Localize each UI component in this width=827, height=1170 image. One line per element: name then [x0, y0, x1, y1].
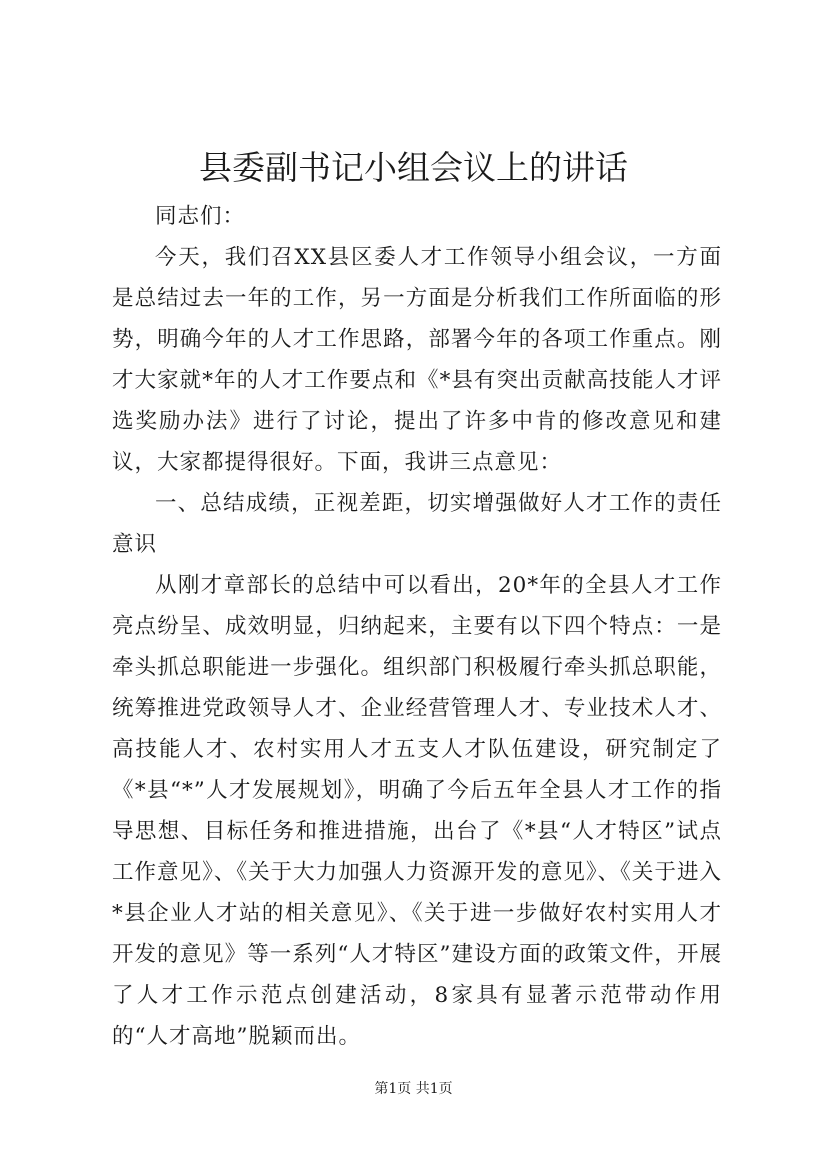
document-title: 县委副书记小组会议上的讲话 [199, 148, 628, 187]
salutation: 同志们： [155, 204, 246, 229]
document-body [112, 196, 722, 1057]
section-heading-1: 一、总结成绩，正视差距，切实增强做好人才工作的责任意识 [112, 491, 722, 557]
paragraph-achievements: 从刚才章部长的总结中可以看出，20*年的全县人才工作亮点纷呈、成效明显，归纳起来，主要有以下四个特点：一是牵头抓总职能进一步强化。组织部门积极履行牵头抓总职能，统筹推进党政领导人才、企业经营管理人才、专业技术人才、高技能人才、农村实用人才五支人才队伍建设，研究制定了《*县“*”人才发展规划》，明确了今后五年全县人才工作的指导思想、目标任务和推进措施，出台了《*县“人才特区”试点工作意见》、《关于大力加强人力资源开发的意见》、《关于进入*县企业人才站的相关意见》、《关于进一步做好农村实用人才开发的意见》等一系列“人才特区”建设方面的政策文件，开展了人才工作示范点创建活动，8家具有显著示范带动作用的“人才高地”脱颖而出。 [112, 573, 722, 1049]
paragraph-intro: 今天，我们召XX县区委人才工作领导小组会议，一方面是总结过去一年的工作，另一方面是分析我们工作所面临的形势，明确今年的人才工作思路，部署今年的各项工作重点。刚才大家就*年的人才工作要点和《*县有突出贡献高技能人才评选奖励办法》进行了讨论，提出了许多中肯的修改意见和建议，大家都提得很好。下面，我讲三点意见： [112, 245, 722, 475]
page-footer: 第1页 共1页 [374, 1081, 453, 1097]
